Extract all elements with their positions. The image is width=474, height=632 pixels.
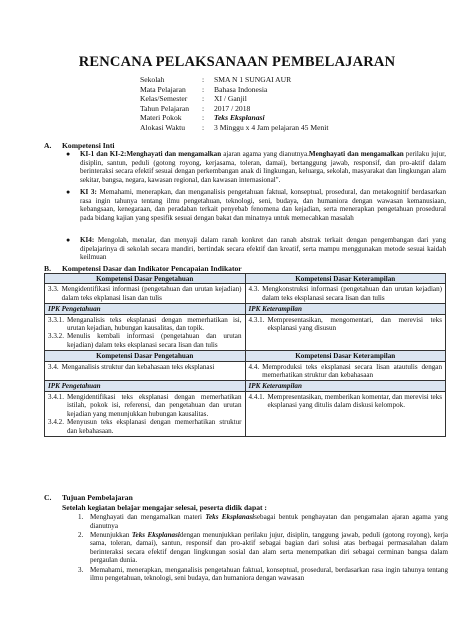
kd-text: Mengkonstruksi informasi (pengetahuan dan urutan kejadian) dalam teks eksplanasi secara lisan dan tulis [262, 285, 442, 302]
identity-value: Teks Eksplanasi [214, 113, 265, 123]
competency-table [44, 273, 446, 437]
objective-item [78, 566, 448, 583]
ki-3-text: Memahami, menerapkan, dan menganalisis pengetahuan faktual, konseptual, prosedural, dan metakognitif berdasarkan rasa ingin tahunya tentang ilmu pengetahuan, teknologi, seni, budaya, dan humaniora dengan wawasan kemanusiaan, kebangsaan, kenegaraan, dan peradaban terkait penyebab fenomena dan kejadian, serta menerapkan pengetahuan prosedural pada bidang kajian yang spesifik sesuai dengan bakat dan minatnya untuk memecahkan masalah [80, 188, 446, 222]
identity-colon: : [202, 94, 205, 104]
indicator-text: Mengidentifikasi teks eksplanasi dengan memerhatikan istilah, pokok isi, referensi, dan pengetahuan dan urutan kejadian yang menunjukkan hubungan kausalitas. [66, 392, 242, 418]
indicator-item [48, 332, 242, 349]
kd-text: Menganalisis struktur dan kebahasaan teks eksplanasi [61, 362, 215, 371]
ki-4-paragraph [80, 236, 446, 262]
identity-colon: : [202, 122, 205, 132]
ipk-3-4-cell [45, 391, 246, 436]
identity-value: 2017 / 2018 [214, 103, 251, 113]
kd-4-4-cell [245, 361, 446, 381]
ipk-pengetahuan-label: IPK Pengetahuan [45, 381, 246, 391]
identity-row [140, 123, 329, 133]
objective-text [90, 531, 448, 565]
indicator-item [48, 316, 242, 333]
ki-1-2-text-2: perilaku jujur, disiplin, santun, peduli (gotong royong, kerjasama, toleran, damai), bertanggung jawab, responsif, dan pro-aktif dalam berinteraksi secara efektif sesuai dengan perkembangan anak di lingkungan, keluarga, sekolah, masyarakat dan lingkungan alam sekitar, bangsa, negara, kawasan regional, dan kawasan internasional". [80, 150, 446, 184]
kd-number: 3.4. [48, 362, 59, 371]
page-title: RENCANA PELAKSANAAN PEMBELAJARAN [78, 54, 396, 70]
ki-1-2-bold-2: Menghayati dan mengamalkan [308, 150, 404, 158]
objective-item [78, 531, 448, 565]
identity-key: Sekolah [140, 75, 165, 84]
identity-key: Mata Pelajaran [140, 84, 186, 94]
ipk-keterampilan-label: IPK Keterampilan [245, 381, 446, 391]
indicator-item [48, 418, 242, 435]
ki-1-2-text-1: ajaran agama yang dianutnya. [221, 150, 309, 158]
kd-3-3-cell [45, 284, 246, 304]
objective-post: Memahami, menerapkan, menganalisis pengetahuan faktual, konseptual, prosedural, berdasarkan rasa ingin tahunya tentang ilmu pengetahuan, teknologi, seni budaya, dan humaniora dengan wawasan [90, 565, 448, 583]
identity-key: Materi Pokok [140, 113, 182, 123]
indicator-number: 3.4.1. [48, 392, 64, 401]
identity-value: SMA N 1 SUNGAI AUR [214, 75, 292, 84]
indicator-number: 3.3.2. [48, 332, 64, 341]
objective-text [90, 513, 448, 530]
header-kd-pengetahuan: Kompetensi Dasar Pengetahuan [45, 274, 246, 284]
ipk-4-4-cell [245, 391, 446, 436]
kd-number: 4.4. [248, 362, 260, 371]
header-kd-keterampilan: Kompetensi Dasar Keterampilan [245, 351, 446, 361]
kd-text: Memproduksi teks eksplanasi secara lisan atautulis dengan memerhatikan struktur dan kebahasaan [262, 362, 442, 380]
identity-value: 3 Minggu x 4 Jam pelajaran 45 Menit [214, 122, 329, 132]
identity-row [140, 104, 329, 114]
ipk-keterampilan-label: IPK Keterampilan [245, 304, 446, 314]
bullet-dot: ● [66, 188, 71, 196]
identity-colon: : [202, 84, 205, 94]
indicator-text: Menganalisis teks eksplanasi dengan memerhatikan isi, urutan kejadian, hubungan kausalitas, dan topik. [66, 315, 242, 333]
kd-number: 3.3. [48, 285, 59, 294]
objective-number: 3. [78, 565, 84, 574]
ki-4-lead: KI4: [80, 236, 95, 244]
section-a-letter: A. [44, 141, 52, 150]
identity-colon: : [202, 113, 205, 123]
kd-4-3-cell [245, 284, 446, 304]
indicator-item [48, 393, 242, 418]
identity-value: Bahasa Indonesia [214, 84, 268, 94]
identity-row [140, 94, 329, 104]
objective-pre: Menunjukkan [90, 530, 132, 539]
kd-number: 4.3. [248, 285, 260, 294]
identity-key: Kelas/Semester [140, 94, 188, 104]
objective-emphasis: Teks Eksplanasi [131, 530, 180, 539]
section-c-intro: Setelah kegiatan belajar mengajar selesai, peserta didik dapat : [62, 503, 267, 512]
identity-key: Alokasi Waktu [140, 122, 186, 132]
objective-text [90, 566, 448, 583]
ki-4-text: Mengolah, menalar, dan menyaji dalam ranah konkret dan ranah abstrak terkait dengan pengembangan dari yang dipelajarinya di sekolah secara mandiri, bertindak secara efektif dan kreatif, serta mampu menggunakan metode sesuai kaidah keilmuan [80, 236, 446, 262]
identity-row [140, 75, 329, 85]
indicator-text: Mempresentasikan, memberikan komentar, dan merevisi teks eksplanasi yang ditulis dalam diskusi kelompok. [267, 392, 442, 410]
header-kd-pengetahuan: Kompetensi Dasar Pengetahuan [45, 351, 246, 361]
kd-3-4-cell [45, 361, 246, 381]
objective-post: dengan menunjukkan perilaku jujur, disiplin, tanggung jawab, peduli (gotong royong), kerja sama, toleran, damai), santun, responsif dan pro-aktif sebagai bagian dari solusi atas berbagai permasalahan dalam berinteraksi secara efektif dengan lingkungan sosial dan alam serta menempatkan diri sebagai cerminan bangsa dalam pergaulan dunia. [90, 530, 449, 565]
ipk-pengetahuan-label: IPK Pengetahuan [45, 304, 246, 314]
section-c-heading: Tujuan Pembelajaran [62, 493, 133, 502]
indicator-item [249, 316, 443, 333]
kd-text: Mengidentifikasi informasi (pengetahuan dan urutan kejadian) dalam teks ekplanasi lisan dan tulis [61, 285, 242, 302]
ki-3-paragraph [80, 188, 446, 222]
identity-value: XI / Ganjil [214, 94, 247, 104]
ki-1-2-paragraph [80, 150, 446, 184]
section-a-heading: Kompetensi Inti [62, 141, 115, 150]
objective-number: 1. [78, 513, 84, 521]
indicator-text: Menulis kembali informasi (pengetahuan dan urutan kejadian) dalam teks eksplanasi secara lisan dan tulis [66, 332, 242, 349]
identity-colon: : [202, 103, 205, 113]
section-b-letter: B. [44, 264, 51, 273]
bullet-dot: ● [66, 236, 71, 244]
objectives-list [78, 513, 448, 583]
identity-key: Tahun Pelajaran [140, 103, 190, 113]
bullet-dot: ● [66, 150, 71, 158]
indicator-number: 3.3.1. [48, 315, 64, 324]
indicator-number: 3.4.2. [48, 418, 64, 427]
objective-pre: Menghayati dan mengamalkan materi [90, 513, 206, 521]
ki-1-2-bold-1: Menghayati dan mengamalkan [126, 150, 222, 158]
ipk-4-3-cell [245, 314, 446, 351]
indicator-item [249, 393, 443, 410]
header-kd-keterampilan: Kompetensi Dasar Keterampilan [245, 274, 446, 284]
objective-item [78, 513, 448, 530]
ki-3-lead: KI 3: [80, 188, 97, 196]
objective-post: sebagai bentuk penghayatan dan pengamalan ajaran agama yang dianutnya [90, 513, 448, 530]
identity-row [140, 113, 329, 123]
indicator-text: Mempresentasikan, mengomentari, dan merevisi teks eksplanasi yang disusun [267, 315, 442, 333]
ipk-3-3-cell [45, 314, 246, 351]
indicator-number: 4.4.1. [248, 392, 265, 401]
identity-row [140, 85, 329, 95]
section-c-letter: C. [44, 493, 52, 502]
identity-colon: : [202, 75, 205, 84]
ki-1-2-lead: KI-1 dan KI-2: [80, 150, 127, 158]
section-b-heading: Kompetensi Dasar dan Indikator Pencapaian Indikator [62, 264, 242, 273]
objective-number: 2. [78, 530, 84, 539]
identity-block [140, 75, 329, 133]
objective-emphasis: Teks Eksplanasi [205, 513, 255, 521]
indicator-text: Menyusun teks eksplanasi dengan memerhatikan struktur dan kebahasaan. [66, 418, 242, 435]
indicator-number: 4.3.1. [248, 315, 265, 324]
